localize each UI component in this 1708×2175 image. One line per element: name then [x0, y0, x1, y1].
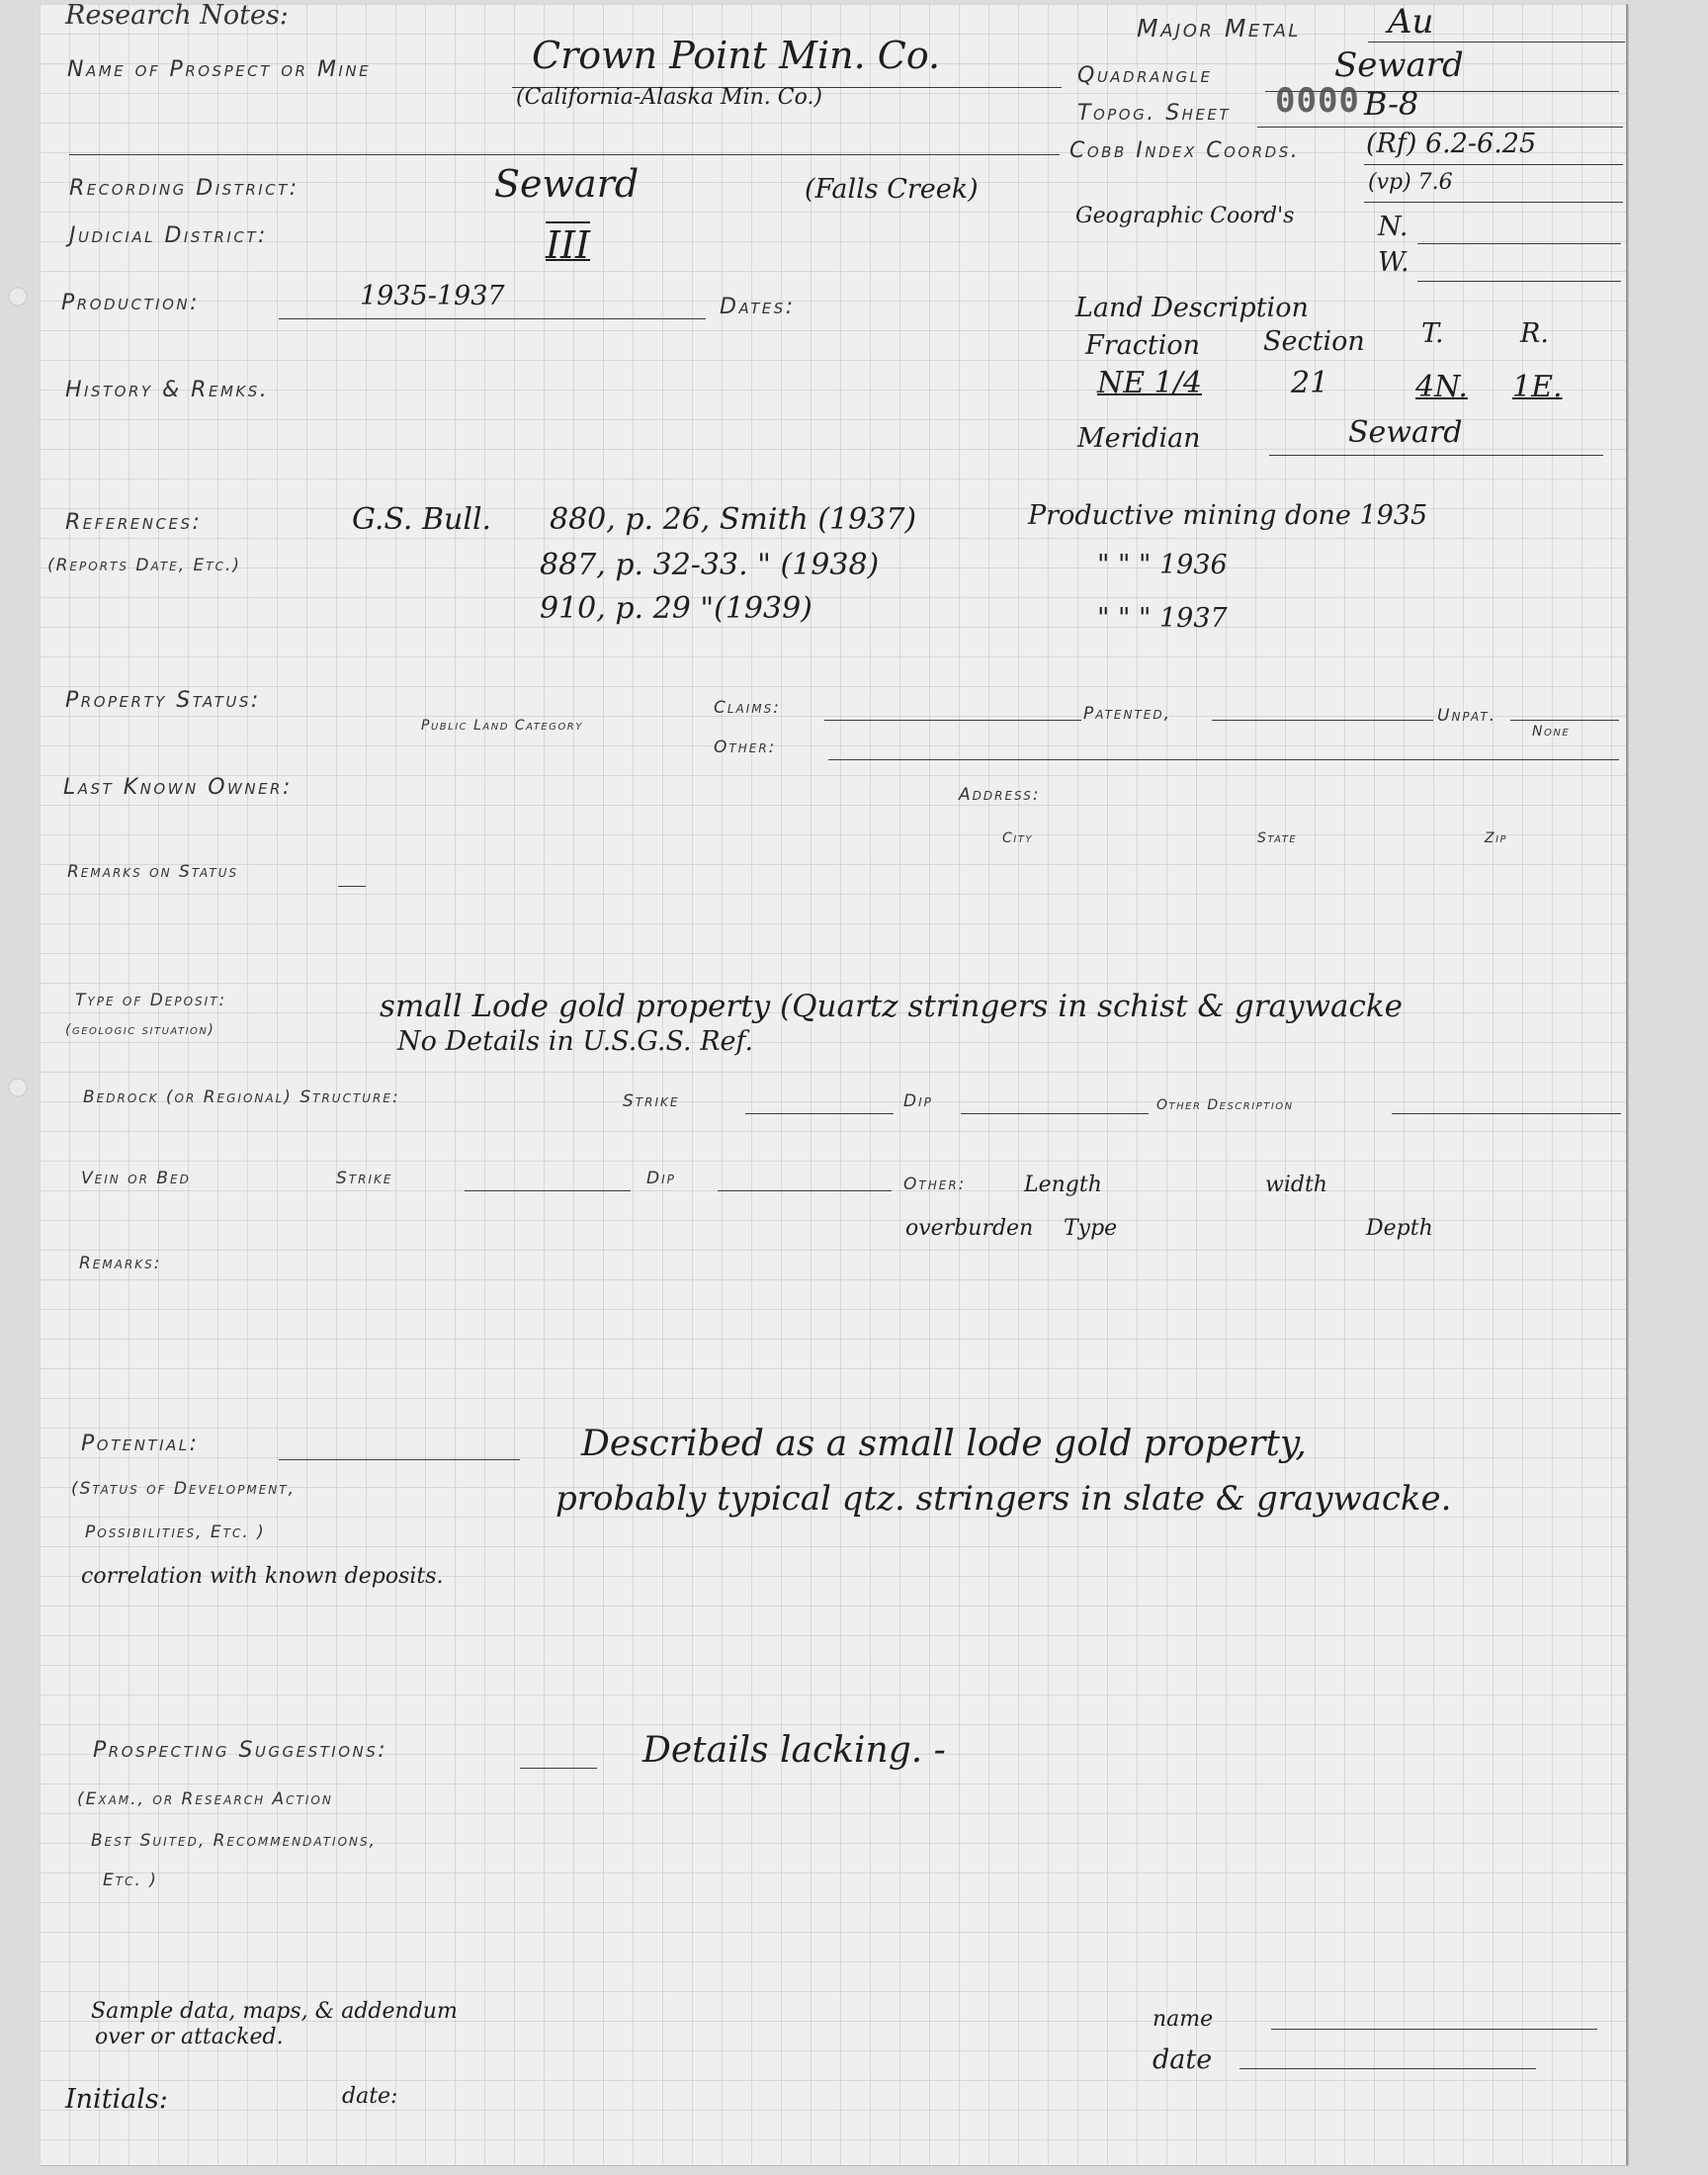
- township-value: 4N.: [1415, 370, 1468, 404]
- production-line: [279, 318, 706, 319]
- recording-district-value: Seward: [494, 162, 640, 206]
- unpatented-label: Unpat.: [1437, 706, 1497, 726]
- cobb-index-label: Cobb Index Coords.: [1069, 138, 1301, 163]
- production-value: 1935-1937: [360, 281, 505, 311]
- unpatented-value: None: [1532, 724, 1571, 740]
- address-label: Address:: [959, 785, 1041, 805]
- binder-hole: [9, 288, 27, 305]
- reference-note: " " " 1937: [1097, 603, 1228, 634]
- prospect-name-sub: (California-Alaska Min. Co.): [516, 85, 823, 110]
- reference-row: 910, p. 29 "(1939): [540, 591, 812, 626]
- prospecting-sub1: (Exam., or Research Action: [77, 1789, 333, 1809]
- sample-data-line2: over or attacked.: [95, 2025, 284, 2049]
- topog-sheet-label: Topog. Sheet: [1077, 101, 1232, 126]
- bedrock-structure-label: Bedrock (or Regional) Structure:: [83, 1088, 400, 1107]
- meridian-line: [1269, 455, 1603, 456]
- potential-label: Potential:: [81, 1432, 200, 1456]
- unpatented-line: [1510, 720, 1619, 721]
- potential-sub3: correlation with known deposits.: [81, 1564, 444, 1589]
- topog-sheet-line: [1257, 127, 1623, 128]
- length-label: Length: [1024, 1173, 1102, 1197]
- remarks-on-status-label: Remarks on Status: [67, 862, 239, 882]
- prospect-name-label: Name of Prospect or Mine: [67, 57, 372, 82]
- geographic-coords-label: Geographic Coord's: [1075, 204, 1295, 228]
- quadrangle-value: Seward: [1334, 45, 1464, 85]
- history-remarks-label: History & Remks.: [65, 378, 270, 402]
- fraction-label: Fraction: [1085, 330, 1200, 361]
- prospecting-line: [520, 1768, 597, 1769]
- vein-strike-label: Strike: [336, 1169, 393, 1188]
- other-description-line: [1392, 1113, 1621, 1114]
- references-source: G.S. Bull.: [352, 502, 492, 537]
- references-sub-label: (Reports Date, Etc.): [47, 556, 242, 575]
- recording-district-label: Recording District:: [69, 176, 299, 201]
- patented-label: Patented,: [1083, 704, 1172, 724]
- bedrock-dip-line: [961, 1113, 1149, 1114]
- recording-district-note: (Falls Creek): [805, 174, 979, 205]
- references-label: References:: [65, 510, 203, 535]
- meridian-label: Meridian: [1077, 423, 1201, 454]
- potential-description-line1: Described as a small lode gold property,: [581, 1424, 1307, 1464]
- potential-description-line2: probably typical qtz. stringers in slate & graywacke.: [555, 1479, 1452, 1519]
- overburden-label: overburden: [905, 1216, 1034, 1241]
- vein-other-label: Other:: [903, 1174, 967, 1194]
- name-label: name: [1153, 2007, 1214, 2032]
- bedrock-dip-label: Dip: [903, 1091, 933, 1111]
- geo-n-label: N.: [1378, 212, 1409, 242]
- major-metal-line: [1368, 42, 1625, 43]
- property-status-label: Property Status:: [65, 688, 261, 713]
- patented-line: [1212, 720, 1433, 721]
- vein-dip-label: Dip: [646, 1169, 676, 1188]
- initials-label: Initials:: [65, 2084, 168, 2115]
- sample-data-line1: Sample data, maps, & addendum: [91, 1999, 458, 2024]
- meridian-value: Seward: [1348, 415, 1463, 450]
- bedrock-strike-label: Strike: [623, 1091, 680, 1111]
- range-label: R.: [1520, 318, 1549, 349]
- potential-sub2: Possibilities, Etc. ): [85, 1522, 266, 1542]
- deposit-description-line1: small Lode gold property (Quartz stringers in schist & graywacke: [380, 989, 1404, 1024]
- depth-label: Depth: [1366, 1216, 1433, 1241]
- last-owner-label: Last Known Owner:: [63, 775, 293, 800]
- geo-w-line: [1417, 281, 1621, 282]
- prospecting-value: Details lacking. -: [642, 1730, 946, 1771]
- potential-sub1: (Status of Development,: [71, 1479, 296, 1499]
- prospecting-suggestions-label: Prospecting Suggestions:: [93, 1738, 388, 1763]
- claims-label: Claims:: [714, 698, 782, 718]
- section-label: Section: [1263, 326, 1365, 357]
- reference-row: 880, p. 26, Smith (1937): [550, 502, 917, 537]
- name-line: [1271, 2029, 1597, 2030]
- cobb-rf-line: [1364, 164, 1623, 165]
- fraction-value: NE 1/4: [1097, 366, 1202, 400]
- date-line: [1239, 2068, 1536, 2069]
- section-value: 21: [1291, 366, 1329, 400]
- judicial-district-value: III: [546, 223, 591, 267]
- potential-line: [279, 1459, 520, 1460]
- other-description-label: Other Description: [1156, 1097, 1294, 1113]
- vein-dip-line: [718, 1190, 892, 1191]
- reference-note: Productive mining done 1935: [1028, 500, 1428, 531]
- township-label: T.: [1421, 318, 1444, 349]
- reference-row: 887, p. 32-33. " (1938): [540, 548, 880, 582]
- prospect-name-line-2: [69, 154, 1060, 155]
- production-label: Production:: [61, 291, 201, 315]
- topog-stamp: 0000: [1275, 81, 1360, 121]
- research-notes-title: Research Notes:: [65, 0, 289, 31]
- cobb-rf-value: (Rf) 6.2-6.25: [1366, 129, 1537, 159]
- overburden-type-label: Type: [1064, 1216, 1118, 1241]
- deposit-description-line2: No Details in U.S.G.S. Ref.: [397, 1026, 754, 1057]
- zip-label: Zip: [1485, 830, 1508, 846]
- range-value: 1E.: [1512, 370, 1563, 404]
- remarks-label: Remarks:: [79, 1254, 162, 1273]
- reference-note: " " " 1936: [1097, 550, 1228, 580]
- public-land-category-label: Public Land Category: [421, 718, 583, 734]
- prospecting-sub2: Best Suited, Recommendations,: [91, 1831, 378, 1851]
- type-of-deposit-label: Type of Deposit:: [75, 991, 227, 1010]
- other-label: Other:: [714, 738, 777, 757]
- vein-or-bed-label: Vein or Bed: [81, 1169, 191, 1188]
- bedrock-strike-line: [745, 1113, 894, 1114]
- vein-strike-line: [465, 1190, 631, 1191]
- major-metal-value: Au: [1388, 2, 1434, 42]
- claims-line: [824, 720, 1081, 721]
- type-of-deposit-sub: (geologic situation): [65, 1022, 215, 1038]
- land-description-title: Land Description: [1075, 293, 1309, 323]
- dates-label: Dates:: [720, 295, 796, 319]
- topog-sheet-value: B-8: [1364, 85, 1419, 123]
- width-label: width: [1265, 1173, 1327, 1197]
- judicial-district-label: Judicial District:: [69, 223, 268, 248]
- city-label: City: [1002, 830, 1033, 846]
- other-line: [828, 759, 1619, 760]
- initials-date-label: date:: [342, 2084, 398, 2109]
- date-label: date: [1153, 2044, 1213, 2075]
- cobb-vp-line: [1364, 202, 1623, 203]
- geo-n-line: [1417, 243, 1621, 244]
- major-metal-label: Major Metal: [1137, 14, 1301, 43]
- geo-w-label: W.: [1378, 247, 1409, 278]
- state-label: State: [1257, 830, 1298, 846]
- cobb-vp-value: (vp) 7.6: [1368, 170, 1453, 195]
- prospecting-sub3: Etc. ): [103, 1870, 158, 1890]
- prospect-name-value: Crown Point Min. Co.: [532, 34, 941, 77]
- remarks-on-status-line: [338, 886, 366, 887]
- binder-hole: [9, 1079, 27, 1096]
- quadrangle-label: Quadrangle: [1077, 63, 1213, 88]
